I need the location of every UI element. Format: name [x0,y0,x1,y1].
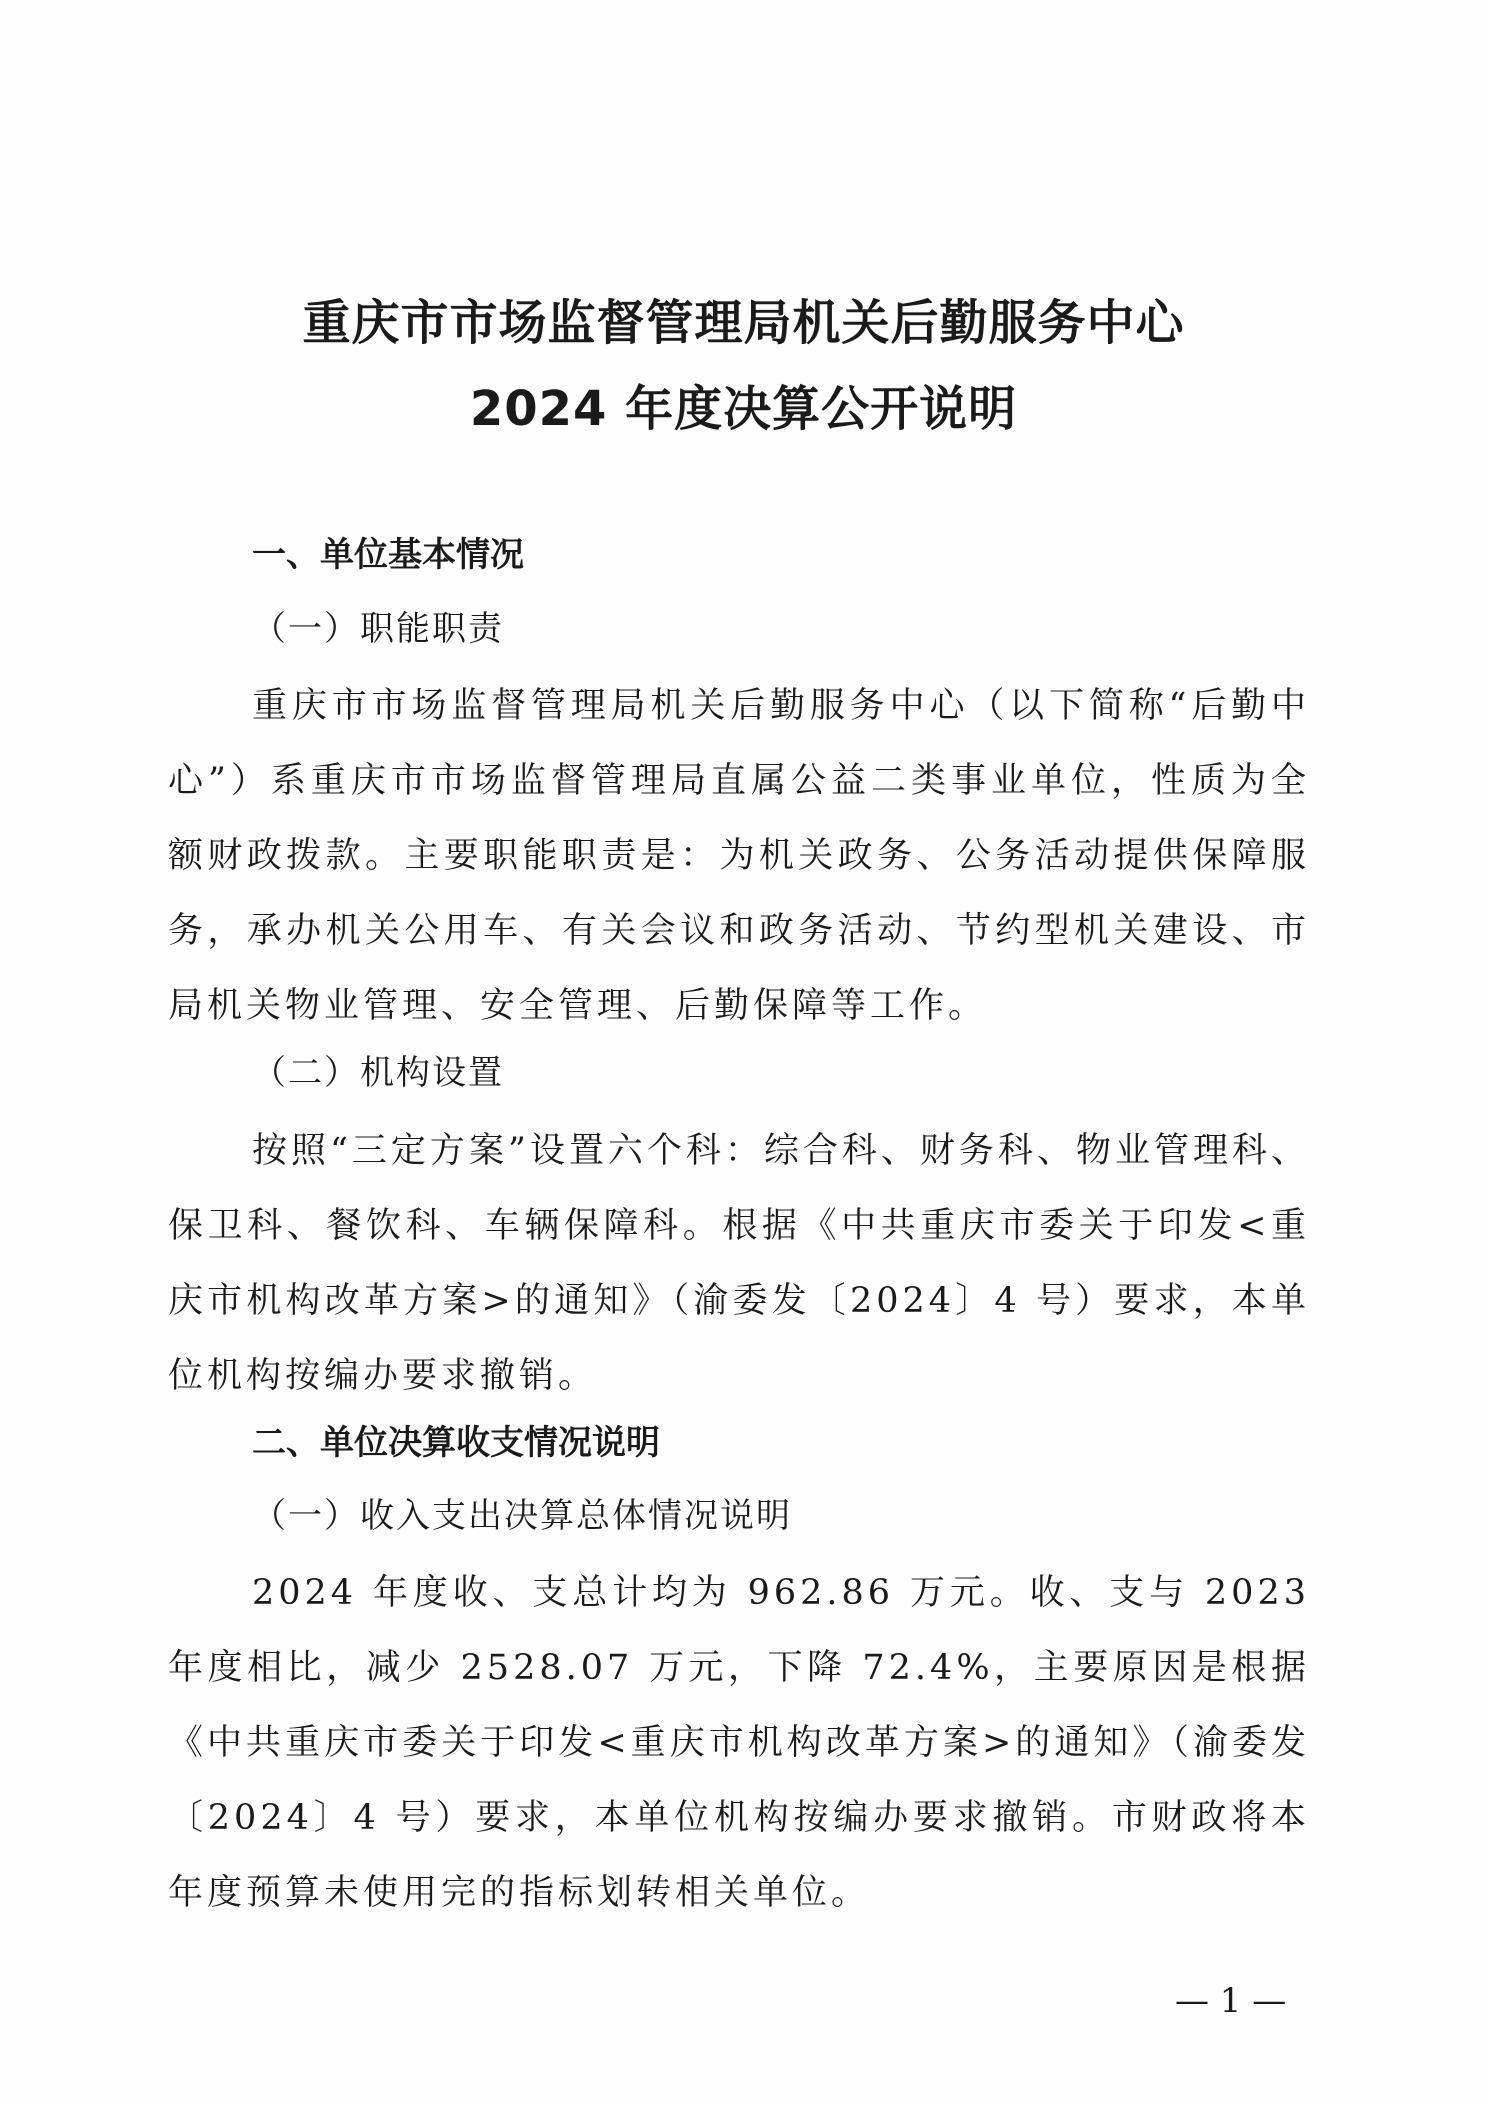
section-heading-basic-info: 一、单位基本情况 [252,535,524,575]
paragraph-functions: 重庆市市场监督管理局机关后勤服务中心（以下简称“后勤中心”）系重庆市市场监督管理局直属公益二类事业单位，性质为全额财政拨款。主要职能职责是：为机关政务、公务活动提供保障服务，承办机关公用车、有关会议和政务活动、节约型机关建设、市局机关物业管理、安全管理、后勤保障等工作。 [168,686,1310,1026]
title-line-1: 重庆市市场监督管理局机关后勤服务中心 [302,295,1185,351]
title-line-2: 2024 年度决算公开说明 [469,381,1018,437]
section-heading-budget: 二、单位决算收支情况说明 [252,1423,660,1463]
subheading-overall: （一）收入支出决算总体情况说明 [252,1496,792,1536]
paragraph-organization: 按照“三定方案”设置六个科：综合科、财务科、物业管理科、保卫科、餐饮科、车辆保障科。根据《中共重庆市委关于印发<重庆市机构改革方案>的通知》（渝委发〔2024〕4 号）要求，本单位机构按编办要求撤销。 [168,1131,1310,1396]
subheading-organization: （二）机构设置 [252,1053,504,1093]
document-title [0,280,1487,452]
paragraph-overall: 2024 年度收、支总计均为 962.86 万元。收、支与 2023 年度相比，减少 2528.07 万元，下降 72.4%，主要原因是根据《中共重庆市委关于印发<重庆市机构改革方案>的通知》（渝委发〔2024〕4 号）要求，本单位机构按编办要求撤销。市财政将本年度预算未使用完的指标划转相关单位。 [168,1573,1310,1913]
subheading-functions: （一）职能职责 [252,609,504,649]
page-number: — 1 — [1175,1981,1287,2021]
